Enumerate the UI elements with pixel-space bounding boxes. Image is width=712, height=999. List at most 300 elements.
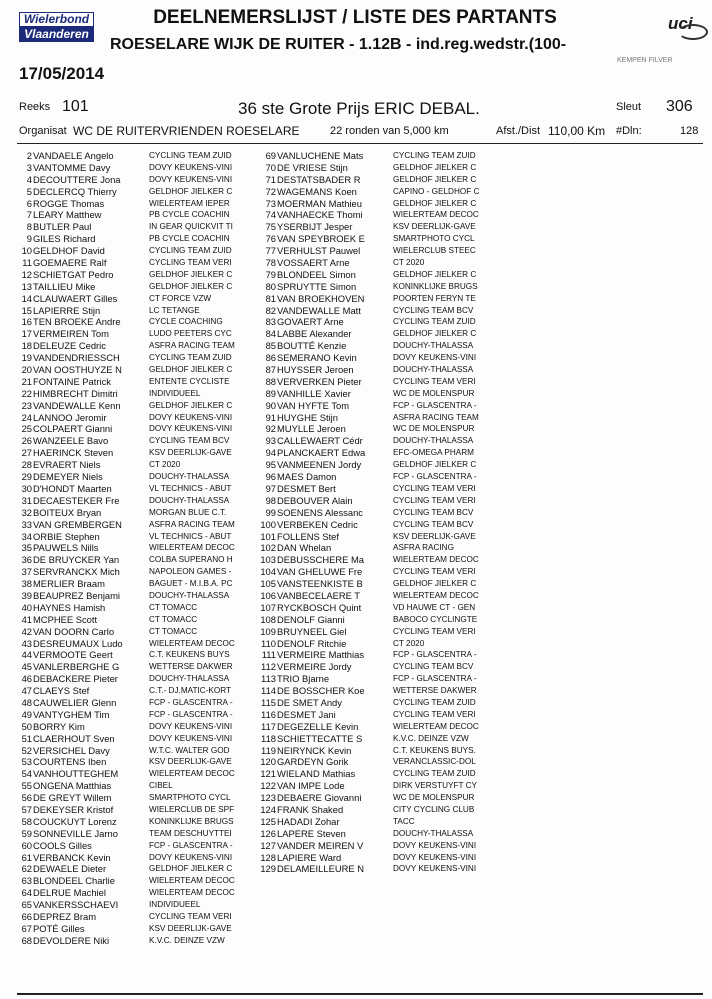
rider-number: 101	[260, 530, 276, 542]
rider-row	[12, 745, 252, 757]
rider-team: FCP - GLASCENTRA -	[393, 472, 477, 482]
rider-team: VL TECHNICS - ABUT	[149, 483, 232, 493]
rider-number: 31	[21, 494, 32, 506]
rider-team: GELDHOF JIELKER C	[149, 400, 233, 410]
rider-number: 25	[21, 423, 32, 435]
rider-team: VERANCLASSIC-DOL	[393, 757, 476, 767]
rider-row	[12, 233, 252, 245]
dln-value: 128	[680, 125, 699, 137]
rider-number: 6	[26, 197, 32, 209]
rider-name: DE VRIESE Stijn	[277, 161, 348, 173]
rider-number: 20	[21, 364, 32, 376]
rider-team: DOVY KEUKENS-VINI	[149, 162, 233, 172]
rider-team: WIELERTEAM DECOC	[149, 888, 235, 898]
rider-name: VANLUCHENE Mats	[277, 150, 364, 161]
rider-name: VAN GHELUWE Fre	[277, 566, 363, 578]
rider-row	[256, 733, 496, 745]
document-subtitle: ROESELARE WIJK DE RUITER - 1.12B - ind.reg.wedstr.(100-	[110, 36, 567, 53]
rider-team: ASFRA RACING TEAM	[393, 412, 479, 422]
rider-team: GELDHOF JIELKER C	[149, 269, 233, 279]
rider-name: VANDEWALLE Kenn	[33, 399, 121, 411]
rider-number: 118	[261, 732, 276, 744]
rider-team: GELDHOF JIELKER C	[393, 269, 477, 279]
rider-row	[12, 293, 252, 305]
rider-row	[12, 174, 252, 186]
rider-number: 62	[21, 863, 32, 875]
rider-row	[256, 661, 496, 673]
rider-row	[12, 578, 252, 590]
rider-team: CYCLING TEAM VERI	[393, 567, 476, 577]
rider-row	[12, 721, 252, 733]
rider-number: 42	[21, 625, 32, 637]
rider-team: DIRK VERSTUYFT CY	[393, 781, 478, 791]
wielerbond-logo	[19, 12, 94, 44]
rider-name: DEVOLDERE Niki	[33, 934, 110, 946]
rider-number: 103	[260, 554, 276, 566]
rider-number: 56	[21, 792, 32, 804]
rider-name: YSERBIJT Jesper	[277, 221, 353, 233]
rider-team: CYCLING TEAM ZUID	[149, 151, 232, 160]
rider-row	[256, 673, 496, 685]
rider-name: HADADI Zohar	[277, 815, 340, 827]
rider-team: FCP - GLASCENTRA -	[393, 650, 477, 660]
rider-name: SOENENS Alessanc	[277, 506, 363, 518]
afst-value: 110,00 Km	[548, 124, 606, 138]
rider-name: GILES Richard	[33, 233, 96, 245]
rider-team: W.T.C. WALTER GOD	[149, 745, 230, 755]
rider-row	[256, 186, 496, 198]
rider-team: INDIVIDUEEL	[149, 900, 201, 910]
rider-team: CYCLING TEAM ZUID	[393, 317, 476, 327]
rider-team: DOUCHY-THALASSA	[393, 341, 474, 351]
rider-team: FCP - GLASCENTRA -	[393, 674, 477, 684]
rider-team: IN GEAR QUICKVIT TI	[149, 222, 233, 232]
rider-team: SMARTPHOTO CYCL	[393, 234, 475, 244]
rider-number: 74	[265, 209, 276, 221]
rider-row	[256, 697, 496, 709]
rider-team: KONINKLIJKE BRUGS	[149, 816, 234, 826]
rider-number: 2	[26, 150, 32, 161]
rider-team: CYCLING TEAM VERI	[393, 709, 476, 719]
rider-team: DOUCHY-THALASSA	[149, 472, 230, 482]
rider-team: GELDHOF JIELKER C	[149, 186, 233, 196]
rider-number: 58	[21, 815, 32, 827]
rider-number: 75	[265, 221, 276, 233]
rider-name: ONGENA Matthias	[33, 780, 112, 792]
rider-number: 48	[21, 696, 32, 708]
rider-row	[256, 352, 496, 364]
rider-name: CLAUWAERT Gilles	[33, 292, 118, 304]
rider-team: FCP - GLASCENTRA -	[393, 400, 477, 410]
rider-row	[12, 542, 252, 554]
rider-number: 44	[21, 649, 32, 661]
afst-label: Afst./Dist	[496, 125, 541, 137]
rider-name: DENOLF Gianni	[277, 613, 345, 625]
uci-logo	[656, 12, 704, 38]
rider-name: VAN DOORN Carlo	[33, 625, 115, 637]
rider-number: 80	[265, 280, 276, 292]
sleut-label: Sleut	[616, 101, 642, 113]
rider-team: KSV DEERLIJK-GAVE	[149, 923, 232, 933]
rider-row	[256, 614, 496, 626]
rider-team: WIELERTEAM IEPER	[149, 198, 230, 208]
rider-number: 98	[265, 494, 276, 506]
rider-row	[12, 863, 252, 875]
rider-row	[12, 316, 252, 328]
rider-team: CYCLING TEAM VERI	[393, 495, 476, 505]
rider-name: COUCKUYT Lorenz	[33, 815, 117, 827]
rider-number: 60	[21, 839, 32, 851]
rider-team: DOVY KEUKENS-VINI	[149, 424, 233, 434]
rider-row	[12, 376, 252, 388]
rider-name: DEBOUVER Alain	[277, 494, 353, 506]
rider-number: 73	[265, 197, 276, 209]
rider-name: HUYSSER Jeroen	[277, 364, 354, 376]
rider-name: MAES Damon	[277, 471, 337, 483]
rider-number: 104	[260, 566, 276, 578]
rider-number: 11	[22, 257, 32, 269]
logo-line1: Wielerbond	[19, 12, 94, 26]
rider-row	[12, 305, 252, 317]
reeks-label: Reeks	[19, 101, 51, 113]
rider-name: VERMEIREN Tom	[33, 328, 109, 340]
rider-row	[256, 507, 496, 519]
rider-name: WAGEMANS Koen	[277, 185, 357, 197]
rider-name: GELDHOF David	[33, 245, 105, 257]
rider-team: CYCLING TEAM ZUID	[393, 151, 476, 160]
footer-rule	[17, 993, 703, 995]
race-date: 17/05/2014	[19, 64, 105, 83]
rider-team: DOUCHY-THALASSA	[149, 590, 230, 600]
rider-team: CT 2020	[149, 460, 181, 470]
rider-number: 70	[265, 161, 276, 173]
rider-row	[256, 233, 496, 245]
rider-row	[12, 733, 252, 745]
rider-number: 108	[260, 613, 276, 625]
rider-name: VANLERBERGHE G	[33, 661, 120, 673]
rider-row	[12, 626, 252, 638]
rider-number: 46	[21, 673, 32, 685]
rider-row	[256, 495, 496, 507]
rider-team: CT 2020	[393, 638, 425, 648]
rider-name: VANDER MEIREN V	[277, 839, 364, 851]
rider-row	[12, 756, 252, 768]
rider-name: VERBEKEN Cedric	[277, 518, 358, 530]
rider-team: WIELERCLUB DE SPF	[149, 804, 235, 814]
rider-row	[12, 519, 252, 531]
rider-number: 93	[265, 435, 276, 447]
rider-row	[256, 269, 496, 281]
rider-number: 40	[21, 601, 32, 613]
rider-row	[12, 923, 252, 935]
rider-team: GELDHOF JIELKER C	[393, 460, 477, 470]
rider-number: 49	[21, 708, 32, 720]
rider-name: ROGGE Thomas	[33, 197, 105, 209]
rider-number: 87	[265, 364, 276, 376]
rider-team: EFC-OMEGA PHARM	[393, 448, 474, 458]
rider-number: 111	[261, 649, 276, 661]
rider-number: 38	[21, 578, 32, 590]
rider-name: BORRY Kim	[33, 720, 85, 732]
rider-number: 69	[265, 150, 276, 161]
rider-name: VERMOOTE Geert	[33, 649, 113, 661]
rider-team: C.T. KEUKENS BUYS	[149, 650, 230, 660]
rider-number: 52	[21, 744, 32, 756]
rider-number: 88	[265, 375, 276, 387]
rider-team: ASFRA RACING TEAM	[149, 519, 235, 529]
rider-row	[256, 756, 496, 768]
rider-row	[256, 198, 496, 210]
rider-row	[12, 483, 252, 495]
rider-team: CYCLING TEAM VERI	[393, 376, 476, 386]
rider-row	[256, 602, 496, 614]
rider-name: VOSSAERT Arne	[277, 257, 350, 269]
rider-row	[256, 578, 496, 590]
rider-team: DOUCHY-THALASSA	[149, 674, 230, 684]
rider-name: DAN Whelan	[277, 542, 332, 554]
rider-team: DOVY KEUKENS-VINI	[149, 174, 233, 184]
rider-number: 123	[260, 792, 276, 804]
rider-column-1	[12, 150, 252, 947]
rider-name: WANZEELE Bavo	[33, 435, 109, 447]
rider-name: FOLLENS Stef	[277, 530, 340, 542]
rider-team: WIELERTEAM DECOC	[393, 721, 479, 731]
rider-name: DEBACKERE Pieter	[33, 673, 118, 685]
rider-row	[12, 209, 252, 221]
rider-row	[12, 590, 252, 602]
rider-team: SMARTPHOTO CYCL	[149, 793, 231, 803]
rider-row	[256, 423, 496, 435]
rider-row	[256, 721, 496, 733]
rider-name: TEN BROEKE Andre	[33, 316, 121, 328]
rider-row	[256, 245, 496, 257]
rider-row	[12, 709, 252, 721]
rider-row	[12, 447, 252, 459]
rider-row	[12, 507, 252, 519]
rider-row	[12, 459, 252, 471]
rider-number: 71	[265, 173, 276, 185]
logo-line2: Vlaanderen	[19, 26, 94, 42]
rider-row	[256, 316, 496, 328]
rider-team: DOUCHY-THALASSA	[393, 436, 474, 446]
rider-team: KSV DEERLIJK-GAVE	[393, 531, 476, 541]
rider-row	[12, 388, 252, 400]
rider-row	[256, 400, 496, 412]
rider-name: POTÉ Gilles	[33, 922, 85, 934]
rider-name: DEWAELE Dieter	[33, 863, 107, 875]
rider-number: 8	[26, 221, 32, 233]
rider-team: CYCLING TEAM BCV	[149, 436, 230, 446]
rider-row	[256, 626, 496, 638]
rider-name: HAYNES Hamish	[33, 601, 106, 613]
rider-team: CYCLING TEAM BCV	[393, 662, 474, 672]
rider-number: 10	[21, 245, 32, 257]
rider-name: SPRUYTTE Simon	[277, 280, 357, 292]
rider-name: CAUWELIER Glenn	[33, 696, 117, 708]
rider-row	[12, 221, 252, 233]
rider-team: VD HAUWE CT - GEN	[393, 602, 476, 612]
rider-number: 67	[21, 922, 32, 934]
rider-row	[256, 257, 496, 269]
rider-number: 4	[26, 173, 32, 185]
rider-team: DOVY KEUKENS-VINI	[149, 412, 233, 422]
rider-row	[12, 566, 252, 578]
rider-name: DEMEYER Niels	[33, 471, 103, 483]
rider-team: CYCLING TEAM VERI	[393, 626, 476, 636]
rider-name: VANHOUTTEGHEM	[33, 768, 119, 780]
rider-number: 84	[265, 328, 276, 340]
rider-row	[256, 685, 496, 697]
rider-team: KSV DEERLIJK-GAVE	[393, 222, 476, 232]
rider-team: CYCLING TEAM ZUID	[393, 697, 476, 707]
rider-name: SERVRANCKX Mich	[33, 566, 120, 578]
rider-team: CYCLING TEAM BCV	[393, 519, 474, 529]
rider-name: DESTATSBADER R	[277, 173, 361, 185]
rider-number: 32	[21, 506, 32, 518]
rider-number: 128	[260, 851, 276, 863]
rider-row	[12, 435, 252, 447]
rider-number: 81	[265, 292, 276, 304]
rider-row	[256, 792, 496, 804]
rider-name: BOITEUX Bryan	[33, 506, 102, 518]
rider-number: 33	[21, 518, 32, 530]
rider-row	[256, 340, 496, 352]
rider-row	[256, 328, 496, 340]
rider-number: 99	[265, 506, 276, 518]
rider-row	[12, 661, 252, 673]
rider-number: 96	[265, 471, 276, 483]
rider-row	[12, 257, 252, 269]
rider-name: LEARY Matthew	[33, 209, 102, 221]
rider-name: VANBECELAERE T	[277, 589, 361, 601]
rider-row	[256, 531, 496, 543]
rider-row	[12, 828, 252, 840]
rider-team: CT TOMACC	[149, 626, 198, 636]
rider-name: COLPAERT Gianni	[33, 423, 113, 435]
rider-number: 35	[21, 542, 32, 554]
rider-name: FRANK Shaked	[277, 803, 344, 815]
rider-number: 47	[21, 685, 32, 697]
rider-column-2	[256, 150, 496, 875]
rider-row	[256, 554, 496, 566]
rider-name: VANSTEENKISTE B	[277, 578, 363, 590]
rider-number: 27	[21, 447, 32, 459]
rider-team: MORGAN BLUE C.T.	[149, 507, 227, 517]
rider-name: PAUWELS Nills	[33, 542, 99, 554]
rider-name: VERMEIRE Matthias	[277, 649, 365, 661]
rider-row	[256, 816, 496, 828]
rider-number: 97	[265, 482, 276, 494]
rider-team: INDIVIDUEEL	[149, 388, 201, 398]
rider-number: 16	[21, 316, 32, 328]
ronden-info: 22 ronden van 5,000 km	[330, 125, 449, 137]
rider-number: 65	[21, 899, 32, 911]
rider-team: PB CYCLE COACHIN	[149, 234, 230, 244]
rider-name: VANTOMME Davy	[33, 161, 111, 173]
rider-row	[12, 423, 252, 435]
rider-number: 112	[261, 661, 276, 673]
rider-team: DOVY KEUKENS-VINI	[149, 721, 233, 731]
rider-team: DOUCHY-THALASSA	[149, 495, 230, 505]
rider-number: 85	[265, 340, 276, 352]
rider-row	[256, 709, 496, 721]
rider-row	[12, 911, 252, 923]
rider-name: MOERMAN Mathieu	[277, 197, 362, 209]
rider-row	[256, 376, 496, 388]
rider-row	[256, 305, 496, 317]
rider-name: COOLS Gilles	[33, 839, 92, 851]
rider-number: 79	[265, 268, 276, 280]
rider-row	[12, 162, 252, 174]
rider-number: 45	[21, 661, 32, 673]
rider-name: TAILLIEU Mike	[33, 280, 96, 292]
rider-row	[12, 852, 252, 864]
rider-row	[256, 840, 496, 852]
rider-name: HIMBRECHT Dimitri	[33, 387, 118, 399]
rider-number: 125	[260, 815, 276, 827]
rider-team: CAPINO - GELDHOF C	[393, 186, 480, 196]
rider-team: KONINKLIJKE BRUGS	[393, 281, 478, 291]
rider-row	[256, 459, 496, 471]
rider-row	[12, 899, 252, 911]
rider-name: DECAESTEKER Fre	[33, 494, 120, 506]
rider-row	[12, 685, 252, 697]
rider-number: 29	[21, 471, 32, 483]
rider-team: CYCLING TEAM ZUID	[393, 769, 476, 779]
rider-team: GELDHOF JIELKER C	[393, 329, 477, 339]
rider-name: CLAEYS Stef	[33, 685, 90, 697]
rider-number: 113	[261, 673, 276, 685]
rider-team: LC TETANGE	[149, 305, 200, 315]
rider-number: 50	[21, 720, 32, 732]
rider-row	[256, 209, 496, 221]
rider-name: DELRUE Machiel	[33, 887, 106, 899]
rider-name: SCHIETTECATTE S	[277, 732, 363, 744]
rider-name: VANHILLE Xavier	[277, 387, 351, 399]
rider-number: 109	[260, 625, 276, 637]
rider-name: EVRAERT Niels	[33, 459, 101, 471]
rider-team: K.V.C. DEINZE VZW	[149, 935, 225, 945]
rider-name: LAPIERRE Stijn	[33, 304, 101, 316]
rider-team: WETTERSE DAKWER	[393, 686, 477, 696]
rider-team: GELDHOF JIELKER C	[393, 198, 477, 208]
rider-team: COLBA SUPERANO H	[149, 555, 233, 565]
rider-team: CYCLING TEAM VERI	[393, 483, 476, 493]
rider-name: VERBANCK Kevin	[33, 851, 111, 863]
rider-name: VANTYGHEM Tim	[33, 708, 110, 720]
rider-team: DOUCHY-THALASSA	[393, 828, 474, 838]
rider-team: CYCLING TEAM ZUID	[149, 246, 232, 256]
rider-name: LANNOO Jeromir	[33, 411, 107, 423]
rider-name: VAN IMPE Lode	[277, 780, 345, 792]
rider-row	[256, 447, 496, 459]
rider-team: GELDHOF JIELKER C	[393, 579, 477, 589]
rider-team: GELDHOF JIELKER C	[149, 365, 233, 375]
rider-team: ENTENTE CYCLISTE	[149, 376, 230, 386]
rider-number: 117	[261, 720, 276, 732]
rider-number: 83	[265, 316, 276, 328]
rider-number: 72	[265, 185, 276, 197]
rider-team: CT TOMACC	[149, 602, 198, 612]
rider-number: 129	[260, 863, 276, 875]
rider-row	[256, 542, 496, 554]
rider-name: MUYLLE Jeroen	[277, 423, 346, 435]
organisat-label: Organisat	[19, 125, 67, 137]
rider-name: SEMERANO Kevin	[277, 352, 357, 364]
rider-row	[12, 935, 252, 947]
race-name: 36 ste Grote Prijs ERIC DEBAL.	[238, 99, 480, 118]
rider-name: BLONDEEL Simon	[277, 268, 356, 280]
